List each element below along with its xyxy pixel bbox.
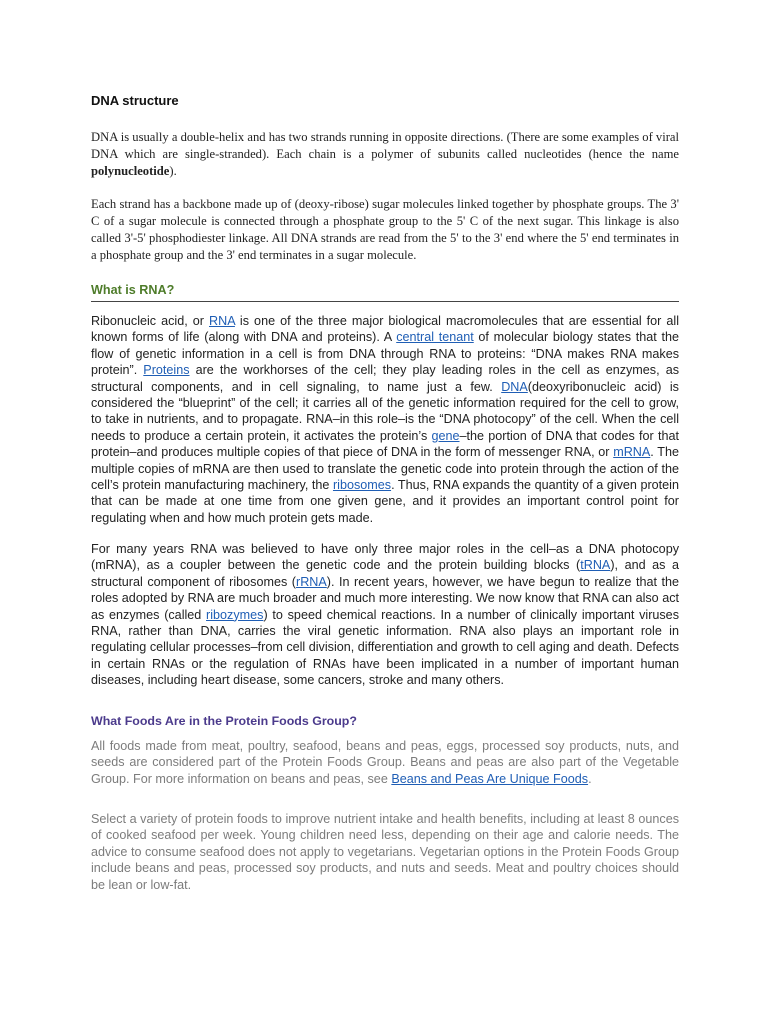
link-beans-and-peas[interactable]: Beans and Peas Are Unique Foods <box>391 771 589 786</box>
link-proteins[interactable]: Proteins <box>143 363 190 378</box>
link-central-tenant[interactable]: central tenant <box>396 330 474 345</box>
dna-paragraph-2: Each strand has a backbone made up of (deoxy-ribose) sugar molecules linked together by phosphate groups. The 3' C of a sugar molecule is connected through a phosphate group to the 5' C of the next sugar. This linkage is also called 3'-5' phosphodiester linkage. All DNA strands are read from the 5' to the 3' end where the 5' end terminates in a phosphate group and the 3' end terminates in a sugar molecule. <box>91 197 679 262</box>
rna-heading: What is RNA? <box>91 283 175 297</box>
link-mrna[interactable]: mRNA <box>613 445 651 460</box>
link-dna[interactable]: DNA <box>501 379 528 394</box>
rna-p1-text: –the portion of DNA that codes for that protein–and produces multiple copies of that piece of DNA in the form of messenger RNA, or <box>91 428 679 460</box>
link-gene[interactable]: gene <box>431 428 460 443</box>
rna-p2-text: ), and as a structural component of ribosomes ( <box>91 558 679 589</box>
rna-p1-text: . The multiple copies of mRNA are then used to translate the genetic code into protein through the action of the cell’s protein manufacturing machinery, the <box>91 445 679 493</box>
protein-paragraph-1 <box>91 738 679 787</box>
dna-paragraph-1 <box>91 129 679 180</box>
rna-paragraph-2 <box>91 541 679 689</box>
rna-p1-text: are the workhorses of the cell; they play leading roles in the cell as enzymes, as structural components, and in cell signaling, to name just a few. <box>91 363 679 394</box>
protein-p1-text: All foods made from meat, poultry, seafood, beans and peas, eggs, processed soy products, nuts, and seeds are considered part of the Protein Foods Group. Beans and peas are also part of the Vegetable Group. For more information on beans and peas, see <box>91 739 679 786</box>
rna-paragraph-1 <box>91 313 679 526</box>
rna-p2-text: For many years RNA was believed to have only three major roles in the cell–as a DNA photocopy (mRNA), as a coupler between the genetic code and the protein building blocks ( <box>91 542 679 573</box>
rna-p1-text: . Thus, RNA expands the quantity of a given protein that can be made at one time from one given gene, and it provides an important control point for regulating when and how much protein gets made. <box>91 478 679 525</box>
protein-p1-text-end: . <box>588 771 592 786</box>
link-ribosomes[interactable]: ribosomes <box>332 478 392 493</box>
rna-p1-text: of molecular biology states that the flow of genetic information in a cell is from DNA through RNA to proteins: “DNA makes RNA makes protein”. <box>91 330 679 378</box>
rna-p2-text: ). In recent years, however, we have begun to realize that the roles adopted by RNA are much broader and much more interesting. We now know that RNA can also act as enzymes (called <box>91 574 680 622</box>
link-ribozymes[interactable]: ribozymes <box>206 607 264 622</box>
rna-p1-text: is one of the three major biological macromolecules that are essential for all known forms of life (along with DNA and proteins). A <box>91 314 680 345</box>
rna-p1-text: Ribonucleic acid, or <box>91 314 209 328</box>
protein-paragraph-2: Select a variety of protein foods to improve nutrient intake and health benefits, including at least 8 ounces of cooked seafood per week. Young children need less, depending on their age and calorie needs. The advice to consume seafood does not apply to vegetarians. Vegetarian options in the Protein Foods Group include beans and peas, processed soy products, and nuts and seeds. Meat and poultry choices should be lean or low-fat. <box>91 812 679 892</box>
link-rrna[interactable]: rRNA <box>296 574 327 589</box>
dna-structure-title: DNA structure <box>91 93 179 108</box>
dna-p1-text-end: ). <box>169 164 177 178</box>
rna-p1-text: (deoxyribonucleic acid) is considered the “blueprint” of the cell; it carries all of the genetic information required for the cell to grow, to take in nutrients, and to propagate. RNA–in this role–is the “DNA photocopy” of the cell. When the cell needs to produce a certain protein, it activates the protein’s <box>91 379 679 443</box>
dna-p1-bold-term: polynucleotide <box>91 164 170 178</box>
dna-p1-text: DNA is usually a double-helix and has two strands running in opposite directions. (There are some examples of viral DNA which are single-stranded). Each chain is a polymer of subunits called nucleotides (hence the name <box>91 130 679 161</box>
protein-foods-heading: What Foods Are in the Protein Foods Group? <box>91 714 357 728</box>
link-rna[interactable]: RNA <box>209 314 235 328</box>
rna-heading-rule <box>91 281 679 302</box>
link-trna[interactable]: tRNA <box>580 558 611 573</box>
rna-p2-text: ) to speed chemical reactions. In a number of clinically important viruses RNA, rather than DNA, carries the viral genetic information. RNA also plays an important role in regulating cellular processes–from cell division, differentiation and growth to cell aging and death. Defects in certain RNAs or the regulation of RNAs have been implicated in a number of important human diseases, including heart disease, some cancers, stroke and many others. <box>91 607 679 688</box>
